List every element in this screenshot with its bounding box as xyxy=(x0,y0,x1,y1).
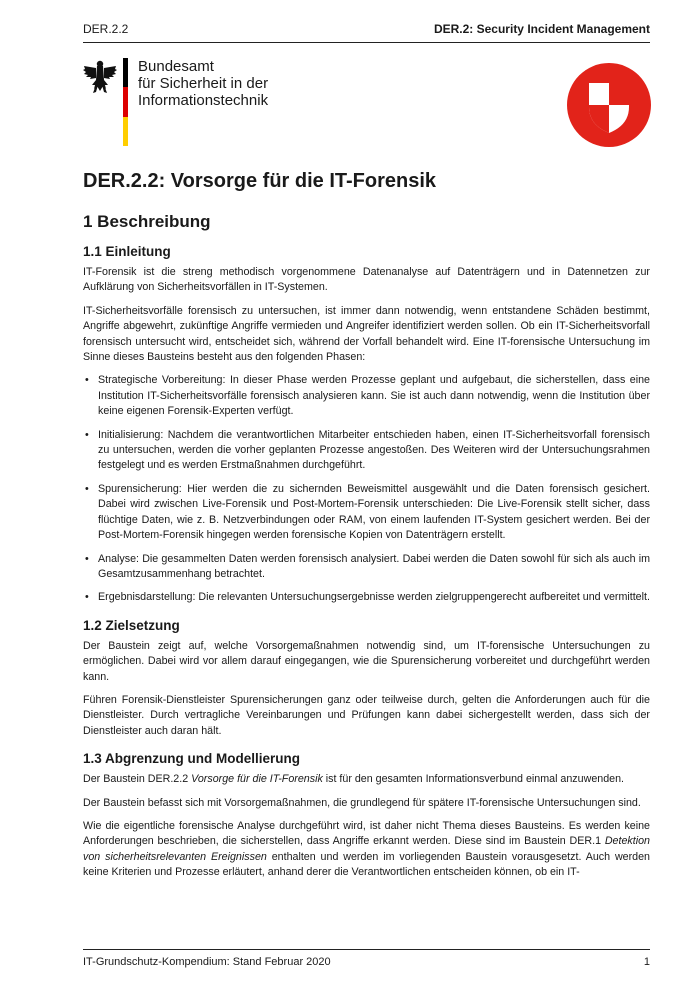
paragraph: Der Baustein zeigt auf, welche Vorsorgemaßnahmen notwendig sind, um IT-forensische Untersuchungen zu ermöglichen. Dabei wird vor allem darauf eingegangen, wie die Spurensicherung vorbereitet und durchgeführt werden kann. xyxy=(83,639,650,683)
subsection-heading-abgrenzung: 1.3 Abgrenzung und Modellierung xyxy=(83,751,300,767)
module-title-reference: Vorsorge für die IT-Forensik xyxy=(191,773,323,786)
bsi-wordmark-line-3: Informationstechnik xyxy=(138,92,269,109)
subsection-heading-zielsetzung: 1.2 Zielsetzung xyxy=(83,617,180,633)
list-item: • Analyse: Die gesammelten Daten werden forensisch analysiert. Dabei werden die Daten sowohl für sich als auch im Gesamtzusammenhang betrachtet. xyxy=(83,552,650,583)
running-header-code: DER.2.2 xyxy=(83,22,129,36)
module-title-reference: Detektion von sicherheitsrelevanten Ereignissen xyxy=(83,835,650,863)
list-item: • Strategische Vorbereitung: In dieser Phase werden Prozesse geplant und aufgebaut, die sicherstellen, dass eine Institution IT-Sicherheitsvorfälle forensisch analysieren kann. Sie ist auch dann notwendig, wenn die Institution über keine eigenen Forensik-Experten verfügt. xyxy=(83,373,650,419)
module-shield-badge-icon xyxy=(567,63,651,147)
section-heading-beschreibung: 1 Beschreibung xyxy=(83,212,211,231)
paragraph: Der Baustein befasst sich mit Vorsorgemaßnahmen, die grundlegend für spätere IT-forensische Untersuchungen sind. xyxy=(83,796,641,809)
main-content xyxy=(83,212,650,889)
federal-flag-stripe xyxy=(123,58,128,146)
running-header-title: DER.2: Security Incident Management xyxy=(433,22,650,36)
subsection-heading-einleitung: 1.1 Einleitung xyxy=(83,244,171,259)
federal-eagle-icon xyxy=(83,58,117,94)
footer-edition: IT-Grundschutz-Kompendium: Stand Februar 2020 xyxy=(83,956,331,968)
list-item: • Ergebnisdarstellung: Die relevanten Untersuchungsergebnisse werden zielgruppengerecht aufbereitet und vermittelt. xyxy=(83,590,650,605)
bsi-wordmark-line-2: für Sicherheit in der xyxy=(138,75,269,92)
paragraph: IT-Sicherheitsvorfälle forensisch zu untersuchen, ist immer dann notwendig, wenn entstandene Schäden bestimmt, Angriffe abgewehrt, zukünftige Angriffe vermieden und Angreifer identifiziert werden sollen. Ob ein IT-Sicherheitsvorfall forensisch untersucht wird, entscheidet sich, während der Vorfall behandelt wird. Eine IT-forensische Untersuchung im Sinne dieses Bausteins besteht aus den folgenden Phasen: xyxy=(83,304,650,364)
bsi-wordmark-line-1: Bundesamt xyxy=(138,58,214,75)
paragraph: IT-Forensik ist die streng methodisch vorgenommene Datenanalyse auf Datenträgern und in Datennetzen zur Aufklärung von Sicherheitsvorfällen in IT-Systemen. xyxy=(83,266,650,294)
flag-gold-band xyxy=(123,117,128,146)
paragraph: Führen Forensik-Dienstleister Spurensicherungen ganz oder teilweise durch, gelten die Anforderungen auch für die Dienstleister. Durch vertragliche Vereinbarungen und Prüfungen kann dabei sichergestellt werden, dass sich der Dienstleister auch daran hält. xyxy=(83,693,650,737)
flag-black-band xyxy=(123,58,128,87)
footer-divider xyxy=(83,949,650,950)
document-title: DER.2.2: Vorsorge für die IT-Forensik xyxy=(83,170,437,192)
phase-list xyxy=(83,373,650,605)
header-divider xyxy=(83,42,650,43)
page-number: 1 xyxy=(643,956,650,968)
flag-red-band xyxy=(123,87,128,116)
list-item: • Spurensicherung: Hier werden die zu sichernden Beweismittel ausgewählt und die Daten forensisch gesichert. Dabei wird zwischen Live-Forensik und Post-Mortem-Forensik unterschieden: Die Live-Forensik stellt sicher, dass flüchtige Daten, wie z. B. Netzverbindungen oder RAM, von einem laufenden IT-System gesichert werden. Bei der Post-Mortem-Forensik hingegen werden forensische Kopien von Datenträgern erstellt. xyxy=(83,482,650,544)
bsi-wordmark xyxy=(138,58,268,109)
paragraph: Der Baustein DER.2.2 Vorsorge für die IT-Forensik ist für den gesamten Informationsverbund einmal anzuwenden. xyxy=(83,773,625,786)
paragraph: Wie die eigentliche forensische Analyse durchgeführt wird, ist daher nicht Thema dieses Bausteins. Es werden keine Anforderungen beschrieben, die sicherstellen, dass Angriffe erkannt werden. Diese sind im Baustein DER.1 Detektion von sicherheitsrelevanten Ereignissen enthalten und werden im vorliegenden Baustein vorausgesetzt. Auch werden keine Kriterien und Prozesse erläutert, anhand derer die Verantwortlichen entscheiden können, ob ein IT- xyxy=(83,819,650,879)
list-item: • Initialisierung: Nachdem die verantwortlichen Mitarbeiter entschieden haben, einen IT-Sicherheitsvorfall forensisch zu untersuchen, werden die vorher geplanten Prozesse angestoßen. Des Weiteren wird der Untersuchungsrahmen festgelegt und es werden Erstmaßnahmen durchgeführt. xyxy=(83,428,650,474)
